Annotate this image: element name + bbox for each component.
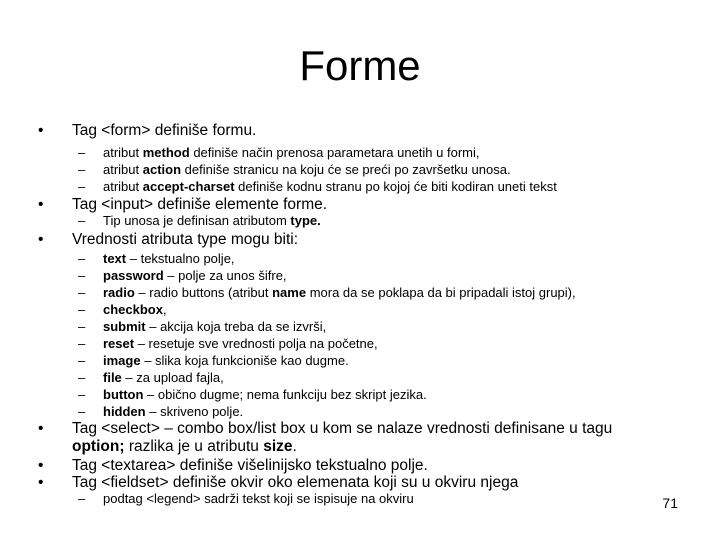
text-run: Tip unosa je definisan atributom [103, 213, 291, 228]
text-run: , [162, 302, 167, 317]
bullet-marker: • [38, 457, 44, 474]
text-run: – obično dugme; nema funkciju bez skript jezika. [143, 387, 427, 402]
item-text [72, 457, 672, 475]
bullet-marker: • [38, 122, 44, 139]
bullet-marker: • [38, 420, 44, 437]
text-run: atribut [103, 162, 143, 177]
item-text [72, 231, 672, 249]
text-run: definiše stranicu na koju će se preći po završetku unosa. [181, 162, 511, 177]
text-run: – polje za unos šifre, [163, 268, 287, 283]
text-run: – za upload fajla, [121, 370, 224, 385]
bold-term: image [103, 353, 141, 368]
text-run: Tag <select> – combo box/list box u kom se nalaze vrednosti definisane u tagu [72, 420, 613, 437]
bullet-marker: • [38, 474, 44, 491]
text-run: Vrednosti atributa type mogu biti: [72, 231, 299, 248]
bold-term: password [103, 268, 164, 283]
text-run: – slika koja funkcioniše kao dugme. [140, 353, 349, 368]
item-text [103, 302, 703, 318]
item-text [103, 387, 703, 403]
page-number: 71 [662, 495, 678, 511]
item-text [103, 162, 703, 178]
item-text [72, 122, 672, 140]
text-run: podtag <legend> sadrži tekst koji se ispisuje na okviru [103, 491, 414, 506]
dash-marker: – [78, 491, 86, 506]
dash-marker: – [78, 251, 86, 266]
bold-term: method [142, 145, 190, 160]
text-run: definiše kodnu stranu po kojoj će biti kodiran uneti tekst [234, 179, 557, 194]
slide-title: Forme [299, 42, 421, 89]
item-text [103, 285, 703, 301]
text-run: definiše način prenosa parametara unetih u formi, [189, 145, 480, 160]
text-run: – radio buttons (atribut [134, 285, 273, 300]
text-run: mora da se poklapa da bi pripadali istoj grupi), [306, 285, 576, 300]
dash-marker: – [78, 162, 86, 177]
text-run: – akcija koja treba da se izvrši, [145, 319, 327, 334]
bold-term: action [142, 162, 182, 177]
item-text [103, 491, 703, 507]
dash-marker: – [78, 336, 86, 351]
item-text [103, 179, 703, 195]
text-run: – skriveno polje. [145, 404, 244, 419]
item-text [103, 353, 703, 369]
dash-marker: – [78, 370, 86, 385]
text-run: – resetuje sve vrednosti polja na početne, [134, 336, 378, 351]
bold-term: hidden [103, 404, 146, 419]
dash-marker: – [78, 319, 86, 334]
bold-term: name [272, 285, 307, 300]
bold-term: checkbox [103, 302, 163, 317]
text-run: atribut [103, 145, 143, 160]
dash-marker: – [78, 353, 86, 368]
text-run: Tag <form> definiše formu. [72, 122, 257, 139]
dash-marker: – [78, 285, 86, 300]
dash-marker: – [78, 404, 86, 419]
text-run: . [292, 438, 297, 455]
item-text [103, 268, 703, 284]
bullet-marker: • [38, 196, 44, 213]
bold-term: text [103, 251, 127, 266]
item-text [72, 196, 672, 214]
bold-term: radio [103, 285, 135, 300]
bold-term: submit [103, 319, 146, 334]
text-run: Tag <fieldset> definiše okvir oko elemenata koji su u okviru njega [72, 474, 519, 491]
bold-term: reset [103, 336, 135, 351]
dash-marker: – [78, 387, 86, 402]
dash-marker: – [78, 145, 86, 160]
text-run: Tag <input> definiše elemente forme. [72, 196, 328, 213]
item-text [103, 319, 703, 335]
item-text [103, 336, 703, 352]
text-run: – tekstualno polje, [126, 251, 235, 266]
text-run: atribut [103, 179, 143, 194]
item-text [72, 474, 672, 492]
item-text [103, 145, 703, 161]
item-text [103, 251, 703, 267]
bold-term: option; [72, 438, 125, 455]
item-text [103, 213, 703, 229]
text-run: razlika je u atributu [124, 438, 264, 455]
bold-term: type. [290, 213, 321, 228]
text-run: Tag <textarea> definiše višelinijsko tekstualno polje. [72, 457, 428, 474]
dash-marker: – [78, 179, 86, 194]
bold-term: accept-charset [142, 179, 235, 194]
item-text [103, 404, 703, 420]
bold-term: size [263, 438, 293, 455]
bold-term: button [103, 387, 144, 402]
item-text [72, 420, 632, 456]
dash-marker: – [78, 302, 86, 317]
bold-term: file [103, 370, 122, 385]
dash-marker: – [78, 268, 86, 283]
item-text [103, 370, 703, 386]
dash-marker: – [78, 213, 86, 228]
bullet-marker: • [38, 231, 44, 248]
